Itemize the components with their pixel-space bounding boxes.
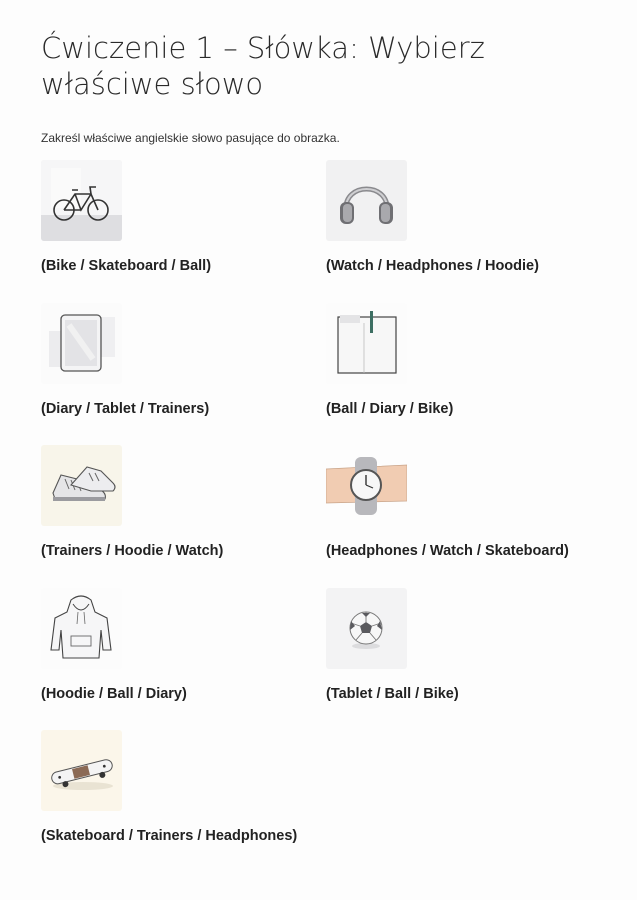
exercise-item-bike	[41, 160, 321, 274]
exercise-item-tablet	[41, 303, 321, 417]
exercise-item-watch	[326, 445, 606, 559]
skateboard-image	[41, 730, 122, 811]
ball-image	[326, 588, 407, 669]
exercise-item-hoodie	[41, 588, 321, 702]
answer-options[interactable]: (Skateboard / Trainers / Headphones)	[41, 828, 298, 844]
exercise-item-trainers	[41, 445, 321, 559]
answer-options[interactable]: (Trainers / Hoodie / Watch)	[41, 543, 224, 559]
answer-options[interactable]: (Watch / Headphones / Hoodie)	[326, 258, 539, 274]
diary-image	[326, 303, 407, 384]
answer-options[interactable]: (Hoodie / Ball / Diary)	[41, 686, 187, 702]
exercise-item-headphones	[326, 160, 606, 274]
instruction-text: Zakreśl właściwe angielskie słowo pasujące do obrazka.	[41, 131, 340, 145]
answer-options[interactable]: (Tablet / Ball / Bike)	[326, 686, 459, 702]
hoodie-image	[41, 588, 122, 669]
trainers-image	[41, 445, 122, 526]
answer-options[interactable]: (Ball / Diary / Bike)	[326, 401, 454, 417]
answer-options[interactable]: (Diary / Tablet / Trainers)	[41, 401, 210, 417]
bike-image	[41, 160, 122, 241]
answer-options[interactable]: (Bike / Skateboard / Ball)	[41, 258, 212, 274]
exercise-item-ball	[326, 588, 606, 702]
tablet-image	[41, 303, 122, 384]
page-title: Ćwiczenie 1 – Słówka: Wybierz właściwe słowo	[41, 31, 485, 101]
headphones-image	[326, 160, 407, 241]
answer-options[interactable]: (Headphones / Watch / Skateboard)	[326, 543, 569, 559]
exercise-item-skateboard	[41, 730, 321, 844]
exercise-item-diary	[326, 303, 606, 417]
watch-image	[326, 445, 407, 526]
